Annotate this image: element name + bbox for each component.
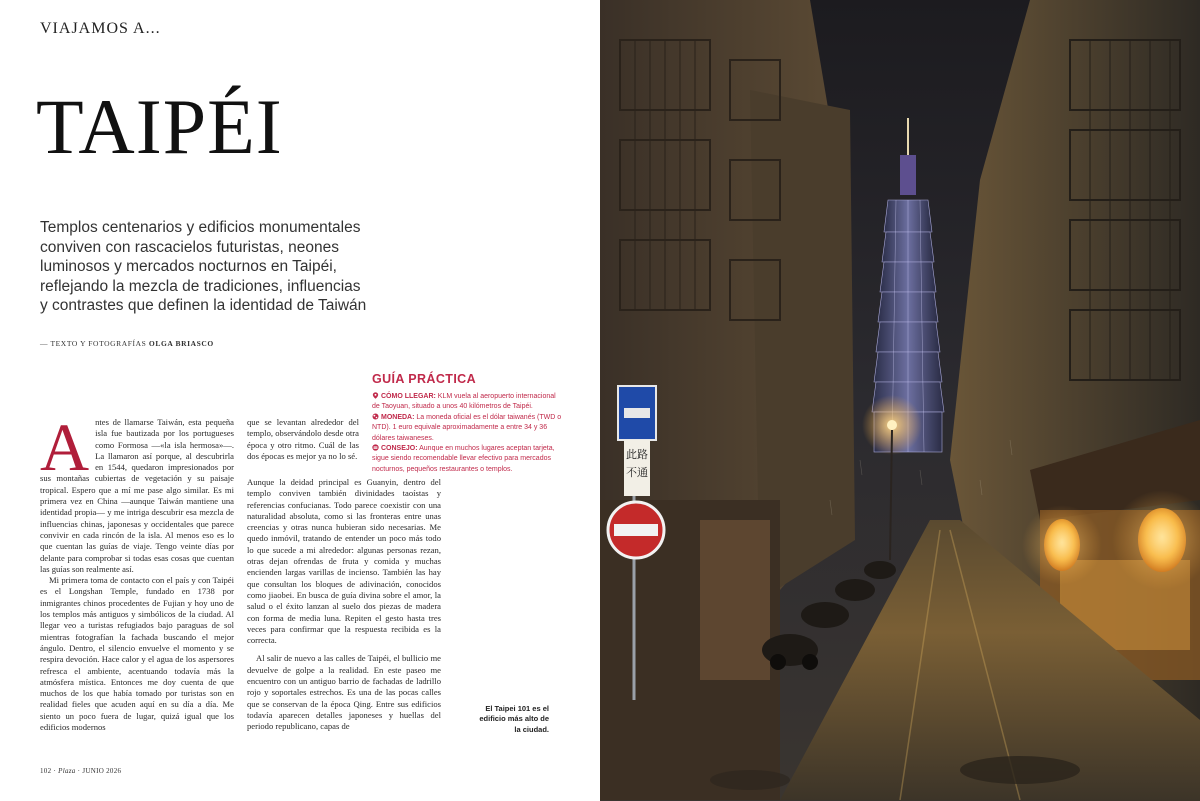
guide-item-arrival [372, 392, 562, 413]
guide-item-currency [372, 413, 562, 444]
guide-item-text: La moneda oficial es el dólar taiwanés (TWD o NTD). 1 euro equivale aproximadamente a entre 34 y 36 dólares taiwaneses. [372, 413, 562, 442]
article-title: TAIPÉI [36, 83, 283, 170]
sign-text-2: 不通 [626, 466, 648, 479]
guide-item-text: KLM vuela al aeropuerto internacional de Taoyuan, situado a unos 40 kilómetros de Taipéi. [372, 393, 556, 411]
drop-cap: A [40, 409, 90, 485]
body-column-2 [247, 477, 441, 733]
practical-guide [372, 372, 562, 475]
body-paragraph: Mi primera toma de contacto con el país y con Taipéi es el Longshan Temple, fundado en 1738 por inmigrantes chinos procedentes de Fujian y hoy uno de los templos más antiguos y simbólicos de la ciudad. Al llegar veo a turistas refugiados bajo paraguas de sol mientras fotografían la fachada buscando el mejor ángulo. Dentro, el silencio envuelve el momento y se respira devoción. Hace calor y el agua de los aspersores refresca el ambiente, acentuando todavía más la atmósfera mística. Entonces me doy cuenta de que muchos de los que había tomado por turistas son en realidad fieles que acuden aquí en su día a día. Me siento un poco fuera de lugar, quizá igual que los edificios modernos [40, 575, 234, 733]
guide-item-label: CÓMO LLEGAR: [381, 393, 436, 400]
guide-title: GUÍA PRÁCTICA [372, 372, 477, 386]
issue-date: JUNIO 2026 [82, 767, 122, 775]
magazine-name: Plaza [58, 767, 76, 775]
body-text: ntes de llamarse Taiwán, esta pequeña isla fue bautizada por los portugueses como Formosa —«la isla hermosa»—. La llamaron así porque, al descubrirla en 1544, quedaron impresionados por sus montañas cubiertas de vegetación y su paisaje tropical. Espero que a mí me pase algo similar. Es mi primera vez en China —aunque Taiwán mantiene una identidad propia— y me intriga descubrir esa mezcla de influencias chinas, japonesas y occidentales que parece convivir en cada rincón de la isla. Al menos eso es lo que cuentan las guías de viaje. Tengo veinte días por delante para comprobar si todas esas cosas que cuentan las guías son realmente así. [40, 417, 234, 574]
byline-prefix: — TEXTO Y FOTOGRAFÍAS [40, 339, 147, 348]
body-paragraph: Al salir de nuevo a las calles de Taipéi, el bullicio me devuelve de golpe a la realidad. En este paseo me encuentro con un antiguo barrio de fachadas de ladrillo rojo y soportales estrechos. Es una de las pocas calles que se conservan de la época Qing. Entre sus edificios todavía aparecen detalles japoneses y huellas del periodo republicano, capas de [247, 653, 441, 732]
guide-item-advice [372, 444, 562, 475]
sign-text-1: 此路 [626, 448, 648, 461]
byline-author: OLGA BRIASCO [148, 339, 214, 348]
body-column-2-top: que se levantan alrededor del templo, observándolo desde otra época y otro ritmo. Cuál de las dos épocas es mejor ya no lo sé. [247, 417, 359, 461]
photo-caption: El Taipei 101 es el edificio más alto de la ciudad. [479, 704, 549, 734]
body-paragraph: Aunque la deidad principal es Guanyin, dentro del templo conviven también divinidades taoístas y referencias confucianas. Todo parece coexistir con una naturalidad absoluta, como si las fronteras entre unas creencias y otras nunca hubieran sido necesarias. Me quedo inmóvil, tratando de entender un poco más todo lo que sucede a mi alrededor: algunas personas rezan, otras dejan ofrendas de fruta y comida y muchas encienden largas varillas de incienso. También las hay que consultan los bloques de adivinación, conocidos como jiaobei. En busca de guía divina sobre el amor, la salud o el éxito lanzan al suelo dos piezas de madera con forma de media luna. Repiten el gesto hasta tres veces para confirmar que la respuesta recibida es la correcta. [247, 477, 441, 646]
currency-icon [372, 413, 379, 420]
guide-item-label: CONSEJO: [381, 445, 418, 453]
taipei-street-night-illustration [600, 0, 1200, 801]
guide-item-label: MONEDA: [381, 413, 415, 421]
page-folio: 102 · Plaza · JUNIO 2026 [40, 767, 122, 775]
guide-item-text: Aunque en muchos lugares aceptan tarjeta, sigue siendo recomendable llevar efectivo para mercados nocturnos, pequeños restaurantes o templos. [372, 445, 555, 473]
street-photo [600, 0, 1200, 801]
byline [40, 339, 214, 348]
body-paragraph [40, 409, 234, 575]
page-number: 102 [40, 767, 52, 775]
section-kicker: VIAJAMOS A... [40, 20, 161, 37]
advice-icon [372, 444, 379, 451]
body-column-1 [40, 409, 234, 733]
article-lead: Templos centenarios y edificios monumentales conviven con rascacielos futuristas, neones luminosos y mercados nocturnos en Taipéi, reflejando la mezcla de tradiciones, influencias y contrastes que definen la identidad de Taiwán [40, 219, 367, 314]
location-pin-icon [372, 392, 379, 399]
